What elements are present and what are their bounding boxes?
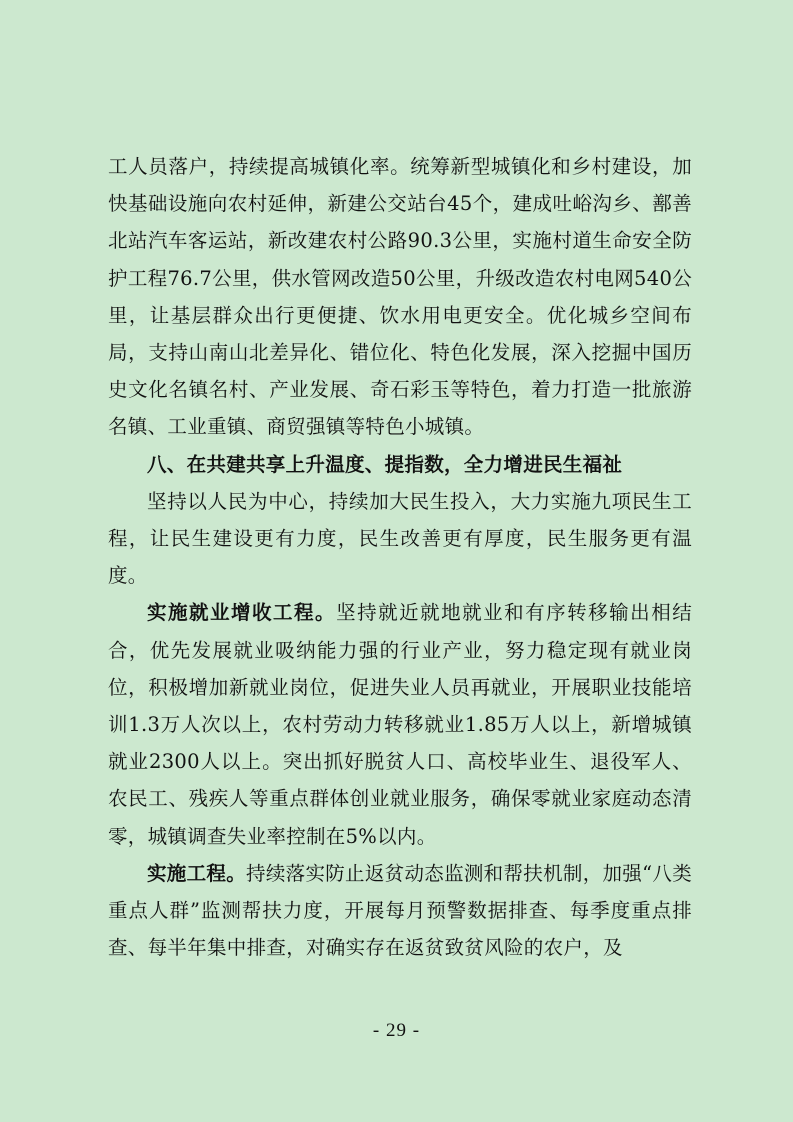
paragraph-urbanization: 工人员落户，持续提高城镇化率。统筹新型城镇化和乡村建设，加快基础设施向农村延伸，新建公交站台45个，建成吐峪沟乡、鄯善北站汽车客运站，新改建农村公路90.3公里，实施村道生命安全防护工程76.7公里，供水管网改造50公里，升级改造农村电网540公里，让基层群众出行更便捷、饮水用电更安全。优化城乡空间布局，支持山南山北差异化、错位化、特色化发展，深入挖掘中国历史文化名镇名村、产业发展、奇石彩玉等特色，着力打造一批旅游名镇、工业重镇、商贸强镇等特色小城镇。 bbox=[108, 155, 692, 439]
section-heading-eight: 八、在共建共享上升温度、提指数，全力增进民生福祉 bbox=[147, 452, 623, 476]
document-body bbox=[108, 148, 692, 966]
paragraph-lead-employment: 实施就业增收工程。 bbox=[147, 601, 337, 625]
paragraph-livelihood-intro: 坚持以人民为中心，持续加大民生投入，大力实施九项民生工程，让民生建设更有力度，民生改善更有厚度，民生服务更有温度。 bbox=[108, 489, 692, 588]
page-number: - 29 - bbox=[372, 1020, 421, 1041]
paragraph-lead-project: 实施工程。 bbox=[147, 861, 247, 885]
paragraph-employment bbox=[108, 594, 692, 854]
paragraph-project bbox=[108, 855, 692, 967]
paragraph-project-body: 持续落实防止返贫动态监测和帮扶机制，加强“八类重点人群”监测帮扶力度，开展每月预警数据排查、每季度重点排查、每半年集中排查，对确实存在返贫致贫风险的农户，及 bbox=[108, 861, 692, 960]
paragraph-employment-body: 坚持就近就地就业和有序转移输出相结合，优先发展就业吸纳能力强的行业产业，努力稳定现有就业岗位，积极增加新就业岗位，促进失业人员再就业，开展职业技能培训1.3万人次以上，农村劳动力转移就业1.85万人以上，新增城镇就业2300人以上。突出抓好脱贫人口、高校毕业生、退役军人、农民工、残疾人等重点群体创业就业服务，确保零就业家庭动态清零，城镇调查失业率控制在5%以内。 bbox=[108, 601, 692, 848]
